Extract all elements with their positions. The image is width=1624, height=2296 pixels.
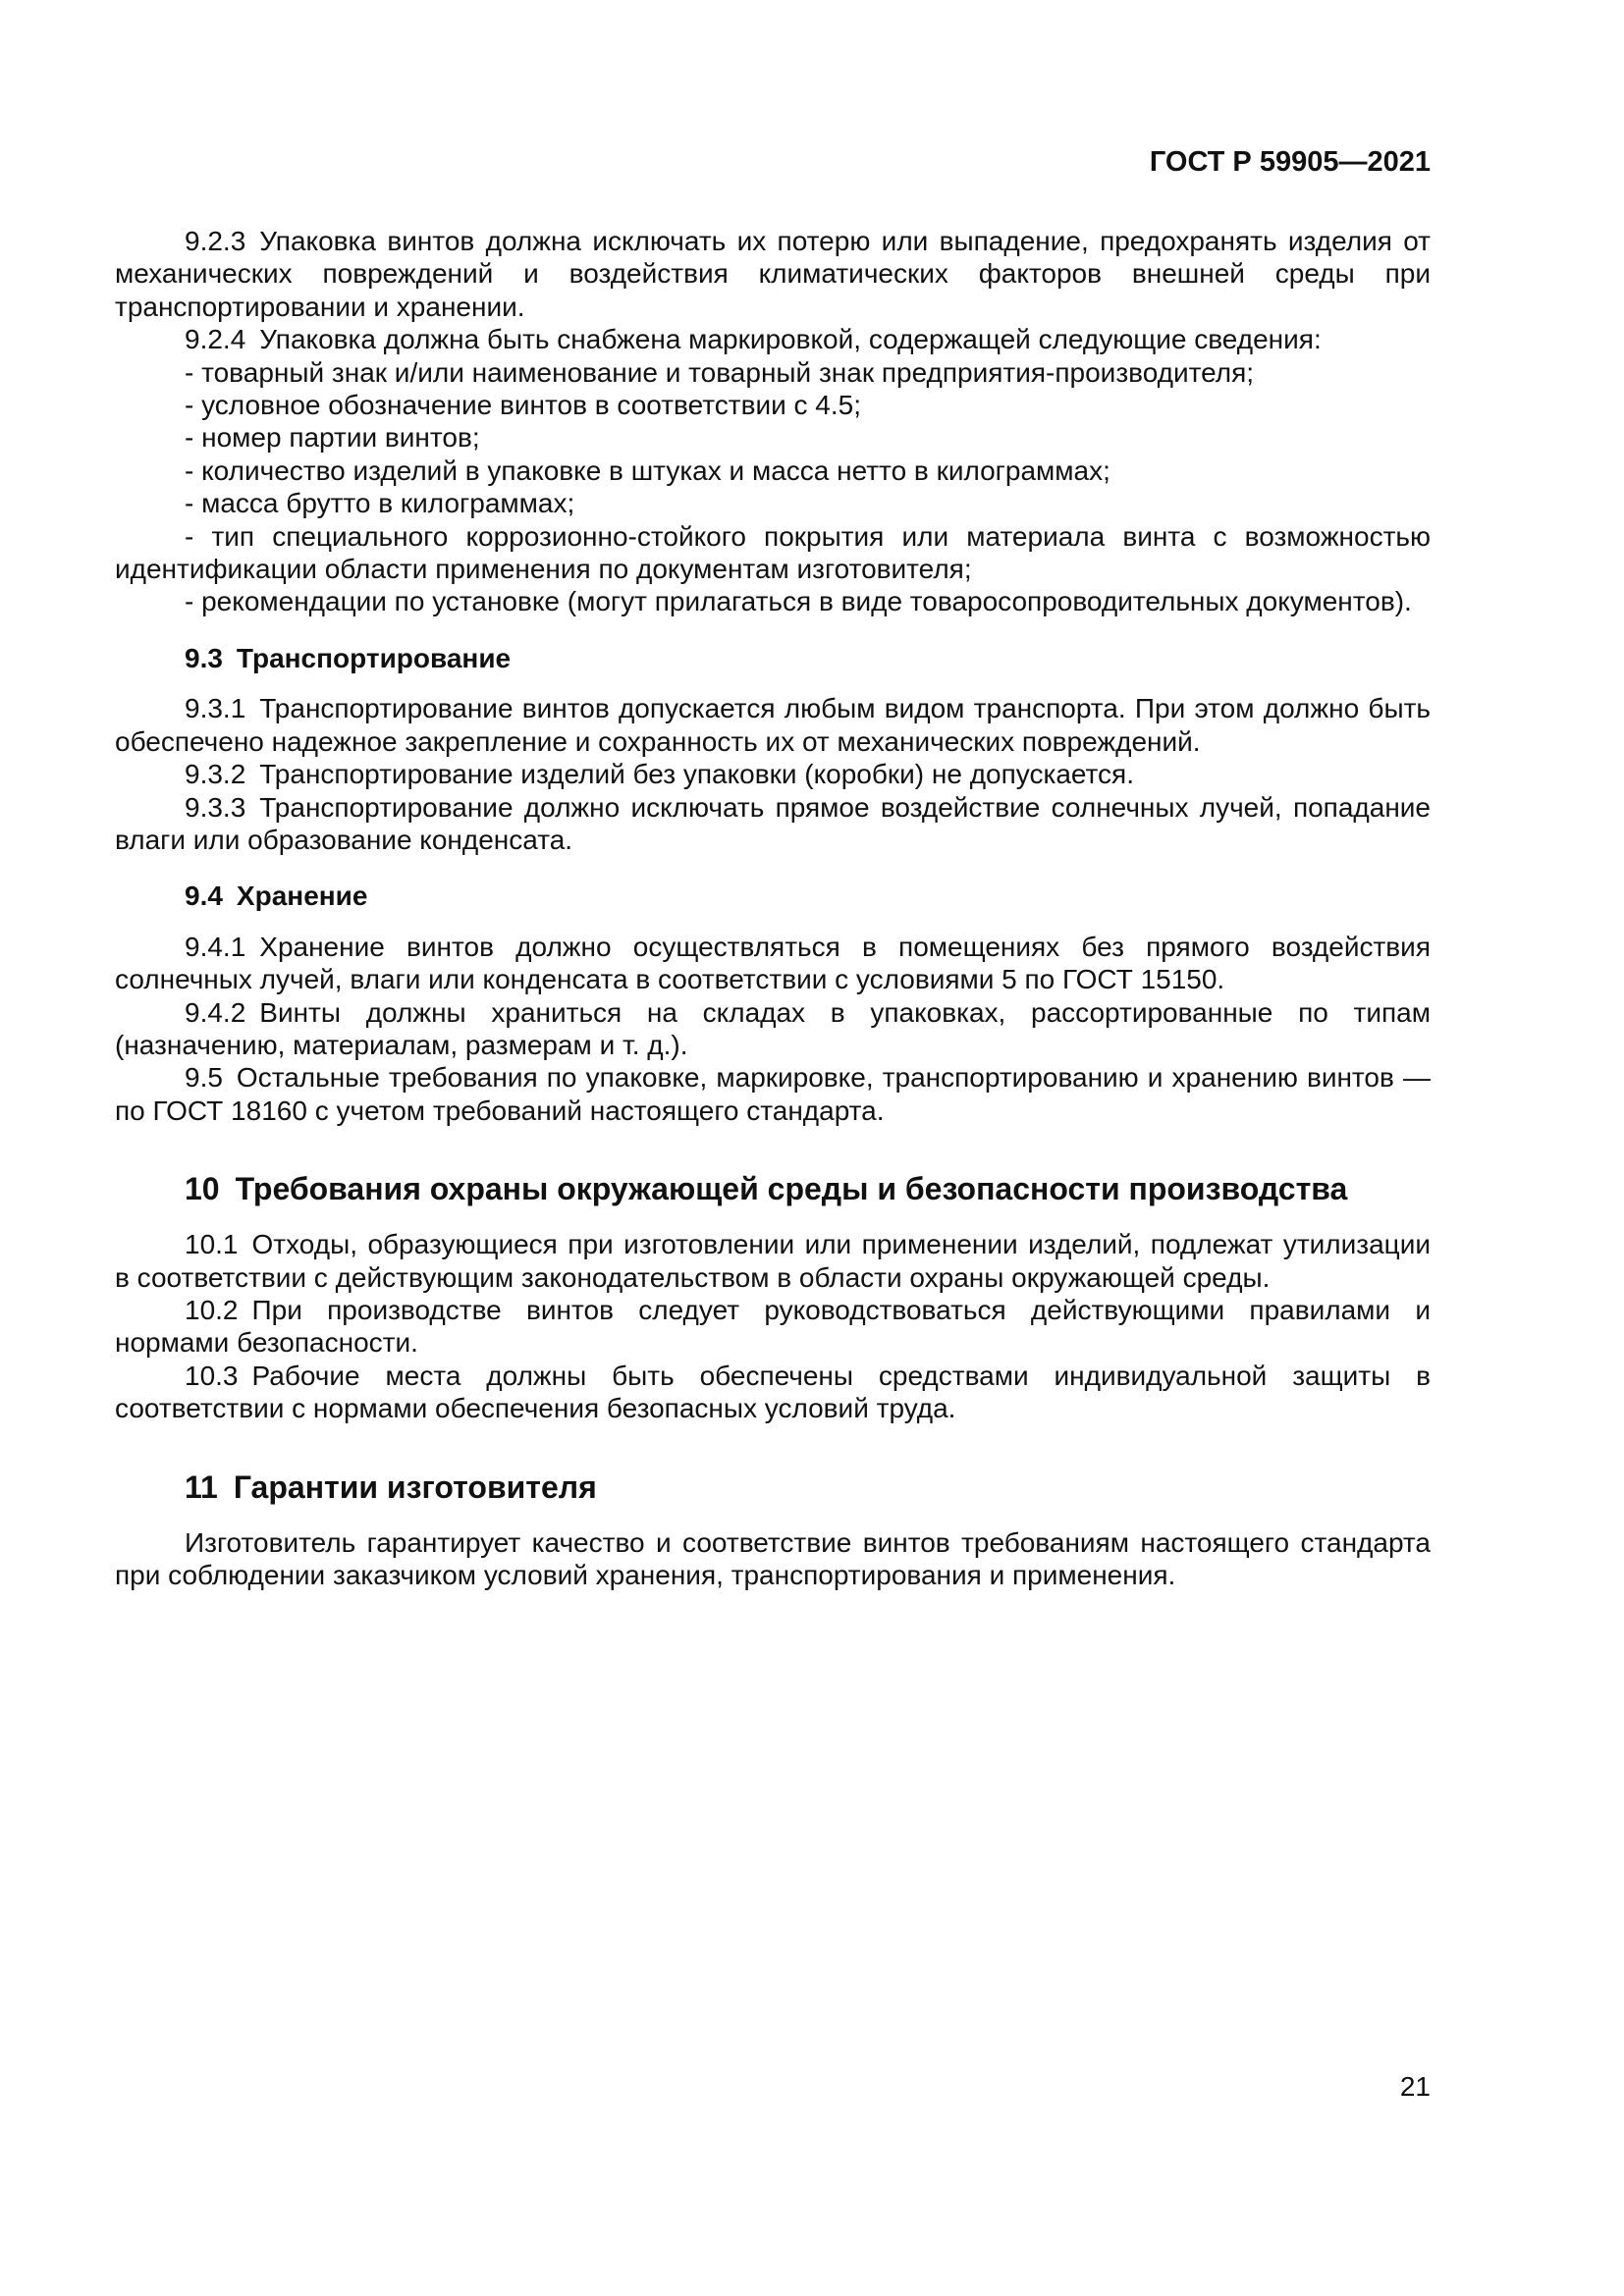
clause-9-5: 9.5 Остальные требования по упаковке, маркировке, транспортированию и хранению винтов — по ГОСТ 18160 с учетом требований настоящего стандарта. — [115, 1062, 1431, 1126]
clause-9-2-4: 9.2.4 Упаковка должна быть снабжена маркировкой, содержащей следующие сведения: — [185, 324, 1322, 355]
subsection-heading-9-4-storage: 9.4 Хранение — [185, 881, 368, 912]
clause-10-1: 10.1 Отходы, образующиеся при изготовлении или применении изделий, подлежат утилизации в соответствии с действующим законодательством в области охраны окружающей среды. — [115, 1229, 1431, 1293]
list-item-designation: - условное обозначение винтов в соответствии с 4.5; — [185, 390, 862, 421]
running-header-doc-code: ГОСТ Р 59905—2021 — [1149, 146, 1431, 178]
list-item-installation-recommendations: - рекомендации по установке (могут прилагаться в виде товаросопроводительных документов). — [185, 586, 1412, 617]
clause-10-2: 10.2 При производстве винтов следует руководствоваться действующими правилами и нормами безопасности. — [115, 1294, 1431, 1359]
clause-9-4-2: 9.4.2 Винты должны храниться на складах в упаковках, рассортированные по типам (назначению, материалам, размерам и т. д.). — [115, 996, 1431, 1060]
clause-9-4-1: 9.4.1 Хранение винтов должно осуществляться в помещениях без прямого воздействия солнечных лучей, влаги или конденсата в соответствии с условиями 5 по ГОСТ 15150. — [115, 931, 1431, 995]
list-item-quantity-net-weight: - количество изделий в упаковке в штуках и масса нетто в килограммах; — [185, 454, 1110, 486]
clause-9-2-3: 9.2.3 Упаковка винтов должна исключать их потерю или выпадение, предохранять изделия от механических повреждений и воздействия климатических факторов внешней среды при транспортировании и хранении. — [115, 226, 1431, 322]
clause-9-3-3: 9.3.3 Транспортирование должно исключать прямое воздействие солнечных лучей, попадание влаги или образование конденсата. — [115, 791, 1431, 855]
clause-9-3-1: 9.3.1 Транспортирование винтов допускается любым видом транспорта. При этом должно быть обеспечено надежное закрепление и сохранность их от механических повреждений. — [115, 693, 1431, 757]
document-body — [115, 225, 1431, 1591]
subsection-heading-9-3-transportation: 9.3 Транспортирование — [185, 642, 512, 673]
clause-10-3: 10.3 Рабочие места должны быть обеспечены средствами индивидуальной защиты в соответствии с нормами обеспечения безопасных условий труда. — [115, 1360, 1431, 1424]
clause-9-3-2: 9.3.2 Транспортирование изделий без упаковки (коробки) не допускается. — [185, 759, 1134, 790]
list-item-gross-weight: - масса брутто в килограммах; — [185, 488, 575, 519]
list-item-batch-number: - номер партии винтов; — [185, 422, 480, 454]
clause-11-warranty: Изготовитель гарантирует качество и соответствие винтов требованиям настоящего стандарта при соблюдении заказчиком условий хранения, транспортирования и применения. — [115, 1526, 1431, 1590]
list-item-coating-type: - тип специального коррозионно-стойкого покрытия или материала винта с возможностью идентификации области применения по документам изготовителя; — [115, 520, 1431, 585]
page-number: 21 — [1399, 2071, 1431, 2102]
section-heading-11-manufacturer-warranty: 11 Гарантии изготовителя — [185, 1468, 597, 1505]
section-heading-10-environment-safety: 10 Требования охраны окружающей среды и безопасности производства — [185, 1171, 1348, 1207]
list-item-trademark: - товарный знак и/или наименование и товарный знак предприятия-производителя; — [185, 356, 1255, 388]
